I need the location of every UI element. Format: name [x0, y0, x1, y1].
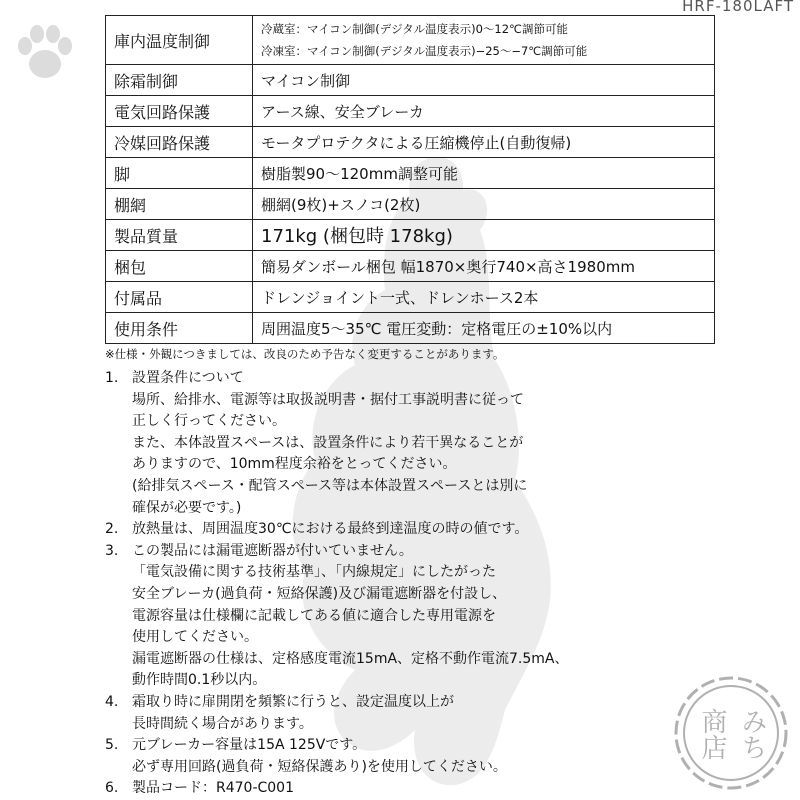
note-line: 必ず専用回路(過負荷・短絡保護あり)を使用してください。	[132, 758, 507, 775]
spec-value	[253, 16, 715, 65]
spec-row-electric-protection	[106, 96, 715, 127]
note-line: 漏電遮断器の仕様は、定格感度電流15mA、定格不動作電流7.5mA、	[132, 650, 569, 667]
spec-label: 製品質量	[106, 220, 253, 251]
paw-logo-icon	[14, 22, 76, 84]
spec-value: アース線、安全ブレーカ	[253, 96, 715, 127]
note-number: 3.	[105, 542, 119, 559]
spec-row-packaging	[106, 251, 715, 282]
spec-value: ドレンジョイント一式、ドレンホース2本	[253, 282, 715, 313]
notes-list	[105, 368, 725, 800]
note-line: 使用してください。	[132, 629, 258, 646]
spec-value: 周囲温度5～35℃ 電圧変動：定格電圧の±10%以内	[253, 313, 715, 344]
spec-value: モータプロテクタによる圧縮機停止(自動復帰)	[253, 127, 715, 158]
spec-row-legs	[106, 158, 715, 189]
seal-text-left: 商店	[697, 708, 727, 760]
note-line: 「電気設備に関する技術基準」、「内線規定」にしたがった	[132, 564, 496, 581]
spec-label: 庫内温度制御	[106, 16, 253, 65]
note-item	[105, 778, 725, 800]
note-line: 製品コード：R470-C001	[132, 780, 294, 797]
spec-value: 樹脂製90～120mm調整可能	[253, 158, 715, 189]
spec-row-defrost	[106, 65, 715, 96]
spec-footnote: ※仕様・外観につきましては、改良のため予告なく変更することがあります。	[105, 347, 505, 361]
spec-row-refrigerant-protection	[106, 127, 715, 158]
note-number: 5.	[105, 737, 119, 754]
spec-label: 冷媒回路保護	[106, 127, 253, 158]
note-number: 4.	[105, 693, 119, 710]
note-line: 安全ブレーカ(過負荷・短絡保護)及び漏電遮断器を付設し、	[132, 585, 507, 602]
note-number: 1.	[105, 370, 119, 386]
note-line: ありますので、10mm程度余裕をとってください。	[132, 456, 457, 473]
note-line: 設置条件について	[132, 370, 244, 386]
note-line: (給排気スペース・配管スペース等は本体設置スペースとは別に	[132, 477, 528, 494]
spec-row-weight	[106, 220, 715, 251]
note-number: 6.	[105, 780, 119, 797]
note-number: 2.	[105, 521, 119, 538]
note-item	[105, 368, 725, 519]
spec-row-temp-control	[106, 16, 715, 65]
note-line: 元ブレーカー容量は15A 125Vです。	[132, 737, 367, 754]
note-line: 場所、給排水、電源等は取扱説明書・据付工事説明書に従って	[132, 391, 524, 408]
spec-table	[105, 15, 715, 344]
spec-value: 171kg (梱包時 178kg)	[253, 220, 715, 251]
spec-label: 梱包	[106, 251, 253, 282]
spec-label: 使用条件	[106, 313, 253, 344]
spec-label: 棚網	[106, 189, 253, 220]
spec-value: マイコン制御	[253, 65, 715, 96]
spec-label: 付属品	[106, 282, 253, 313]
note-line: 正しく行ってください。	[132, 413, 286, 430]
spec-label: 電気回路保護	[106, 96, 253, 127]
note-line: この製品には漏電遮断器が付いていません。	[132, 542, 413, 559]
spec-row-operating-conditions	[106, 313, 715, 344]
note-line: 電源容量は仕様欄に記載してある値に適合した専用電源を	[132, 607, 496, 624]
note-item	[105, 541, 725, 692]
model-number: HRF-180LAFT	[682, 0, 794, 15]
note-line: 霜取り時に扉開閉を頻繁に行うと、設定温度以上が	[132, 693, 454, 710]
spec-row-accessories	[106, 282, 715, 313]
note-item	[105, 692, 725, 735]
note-line: 動作時間0.1秒以内。	[132, 672, 267, 689]
note-line: また、本体設置スペースは、設置条件により若干異なることが	[132, 434, 524, 451]
note-line: 放熱量は、周囲温度30℃における最終到達温度の時の値です。	[132, 521, 529, 538]
note-line: 長時間続く場合があります。	[132, 715, 313, 732]
seal-text-right: みち	[737, 708, 767, 760]
spec-value: 簡易ダンボール梱包 幅1870×奥行740×高さ1980mm	[253, 251, 715, 282]
note-item	[105, 735, 725, 778]
spec-row-shelves	[106, 189, 715, 220]
note-item	[105, 519, 725, 541]
spec-label: 除霜制御	[106, 65, 253, 96]
spec-label: 脚	[106, 158, 253, 189]
spec-value-line: 冷凍室：マイコン制御(デジタル温度表示)−25～−7℃調節可能	[261, 44, 588, 58]
spec-value-line: 冷蔵室：マイコン制御(デジタル温度表示)0～12℃調節可能	[261, 22, 568, 36]
spec-value: 棚網(9枚)+スノコ(2枚)	[253, 189, 715, 220]
note-line: 確保が必要です。)	[132, 499, 242, 516]
